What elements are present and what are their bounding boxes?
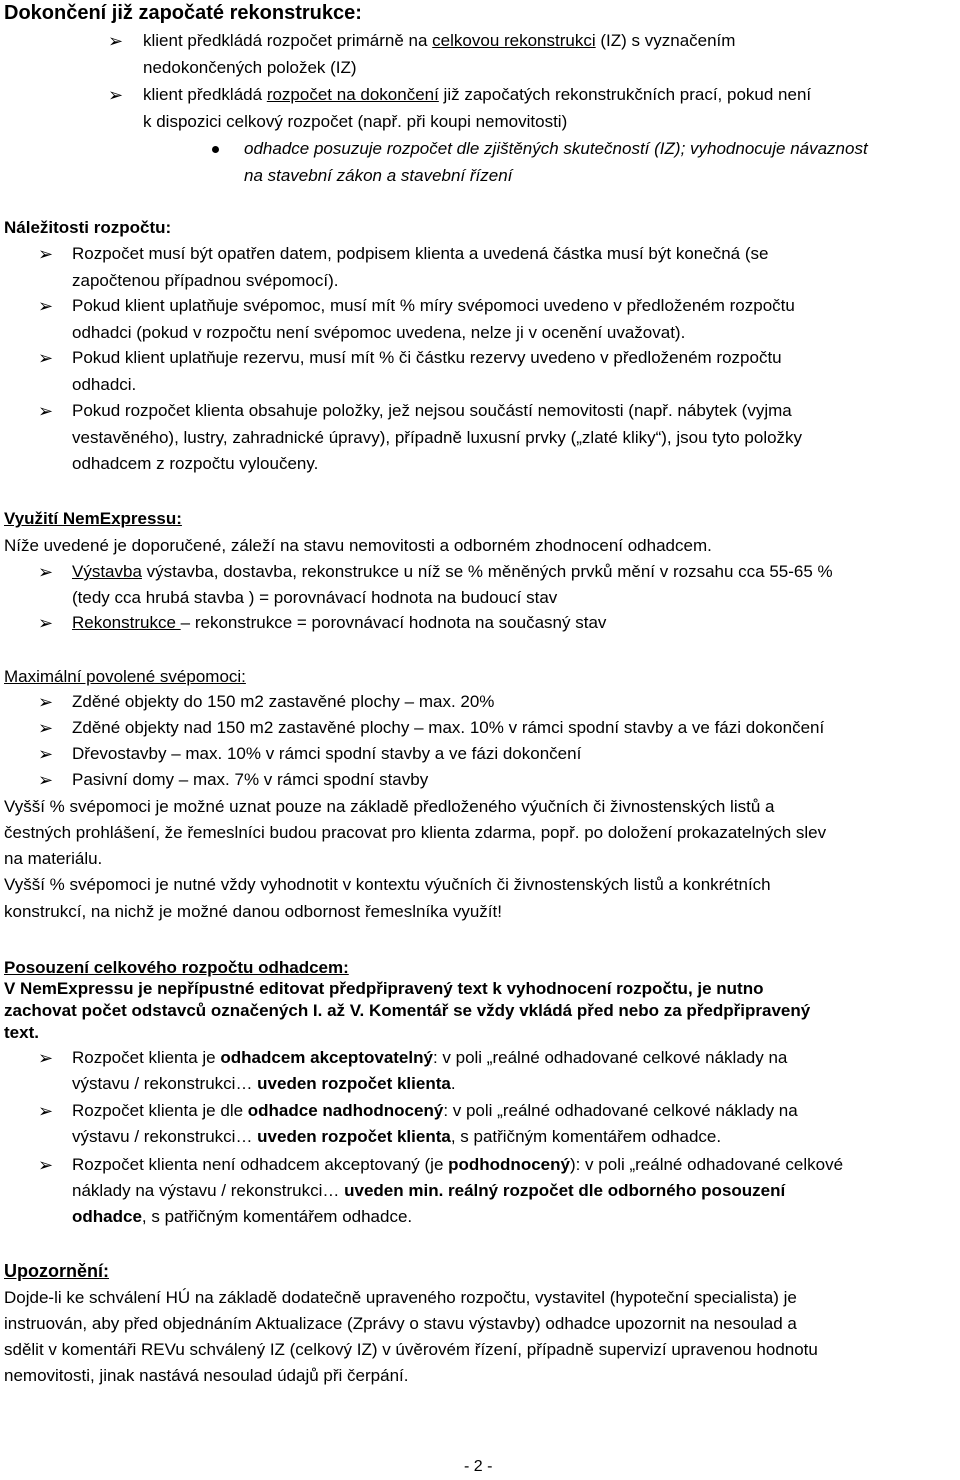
section-title-nalezitosti: Náležitosti rozpočtu:: [4, 218, 172, 237]
paragraph-line: odhadce posuzuje rozpočet dle zjištěných skutečností (IZ); vyhodnocuje návaznost: [244, 139, 868, 158]
paragraph-line: Níže uvedené je doporučené, záleží na stavu nemovitosti a odborném zhodnocení odhadcem.: [4, 536, 712, 555]
paragraph-line: klient předkládá rozpočet na dokončení již započatých rekonstrukčních prací, pokud není: [143, 85, 812, 104]
paragraph-line: zachovat počet odstavců označených I. až V. Komentář se vždy vkládá před nebo za předpřipravený: [4, 1001, 811, 1020]
section-title-svepomoci: Maximální povolené svépomoci:: [4, 667, 246, 686]
paragraph-line: nemovitosti, jinak nastává nesoulad údajů při čerpání.: [4, 1366, 409, 1385]
arrow-bullet-icon: ➢: [38, 718, 54, 738]
section-title-dokonceni: Dokončení již započaté rekonstrukce:: [4, 2, 362, 24]
page-number: - 2 -: [464, 1458, 493, 1475]
paragraph-line: výstavu / rekonstrukci… uveden rozpočet klienta, s patřičným komentářem odhadce.: [72, 1127, 722, 1146]
paragraph-line: klient předkládá rozpočet primárně na celkovou rekonstrukci (IZ) s vyznačením: [143, 31, 736, 50]
arrow-bullet-icon: ➢: [38, 692, 54, 712]
paragraph-line: Vyšší % svépomoci je možné uznat pouze na základě předloženého výučních či živnostenských listů a: [4, 797, 775, 816]
paragraph-line: Rozpočet klienta není odhadcem akceptovaný (je podhodnocený): v poli „reálné odhadované celkové: [72, 1155, 844, 1174]
paragraph-line: odhadci.: [72, 375, 137, 394]
arrow-bullet-icon: ➢: [38, 1048, 54, 1068]
list-item: Zděné objekty nad 150 m2 zastavěné plochy – max. 10% v rámci spodní stavby a ve fázi dokončení: [72, 718, 825, 737]
arrow-bullet-icon: ➢: [38, 296, 54, 316]
arrow-bullet-icon: ➢: [38, 562, 54, 582]
list-item: Zděné objekty do 150 m2 zastavěné plochy – max. 20%: [72, 692, 495, 711]
arrow-bullet-icon: ➢: [38, 613, 54, 633]
paragraph-line: Rekonstrukce – rekonstrukce = porovnávací hodnota na současný stav: [72, 613, 607, 632]
paragraph-line: V NemExpressu je nepřípustné editovat předpřipravený text k vyhodnocení rozpočtu, je nutno: [4, 979, 764, 998]
paragraph-line: k dispozici celkový rozpočet (např. při koupi nemovitosti): [143, 112, 568, 131]
paragraph-line: Pokud rozpočet klienta obsahuje položky, jež nejsou součástí nemovitosti (např. nábytek (vyjma: [72, 401, 792, 420]
section-title-vyuziti: Využití NemExpressu:: [4, 509, 182, 528]
paragraph-line: čestných prohlášení, že řemeslníci budou pracovat pro klienta zdarma, popř. po doložení prokazatelných slev: [4, 823, 827, 842]
paragraph-line: odhadci (pokud v rozpočtu není svépomoc uvedena, nelze ji v ocenění uvažovat).: [72, 323, 686, 342]
arrow-bullet-icon: ➢: [38, 401, 54, 421]
arrow-bullet-icon: ➢: [108, 85, 124, 105]
paragraph-line: na materiálu.: [4, 849, 103, 868]
list-item: Dřevostavby – max. 10% v rámci spodní stavby a ve fázi dokončení: [72, 744, 582, 763]
paragraph-line: Pokud klient uplatňuje svépomoc, musí mít % míry svépomoci uvedeno v předloženém rozpočtu: [72, 296, 795, 315]
arrow-bullet-icon: ➢: [108, 31, 124, 51]
paragraph-line: nedokončených položek (IZ): [143, 58, 357, 77]
paragraph-line: Dojde-li ke schválení HÚ na základě dodatečně upraveného rozpočtu, vystavitel (hypoteční specialista) je: [4, 1288, 797, 1307]
arrow-bullet-icon: ➢: [38, 244, 54, 264]
arrow-bullet-icon: ➢: [38, 1101, 54, 1121]
paragraph-line: text.: [4, 1023, 39, 1042]
paragraph-line: výstavu / rekonstrukci… uveden rozpočet klienta.: [72, 1074, 456, 1093]
arrow-bullet-icon: ➢: [38, 744, 54, 764]
paragraph-line: započtenou případnou svépomocí).: [72, 271, 339, 290]
paragraph-line: instruován, aby před objednáním Aktualizace (Zprávy o stavu výstavby) odhadce upozornit na nesoulad a: [4, 1314, 797, 1333]
paragraph-line: Vyšší % svépomoci je nutné vždy vyhodnotit v kontextu výučních či živnostenských listů a konkrétních: [4, 875, 771, 894]
paragraph-line: Výstavba výstavba, dostavba, rekonstrukce u níž se % měněných prvků mění v rozsahu cca 55-65 %: [72, 562, 833, 581]
arrow-bullet-icon: ➢: [38, 348, 54, 368]
paragraph-line: Rozpočet klienta je odhadcem akceptovatelný: v poli „reálné odhadované celkové náklady na: [72, 1048, 788, 1067]
arrow-bullet-icon: ➢: [38, 1155, 54, 1175]
paragraph-line: odhadcem z rozpočtu vyloučeny.: [72, 454, 319, 473]
paragraph-line: náklady na výstavu / rekonstrukci… uveden min. reálný rozpočet dle odborného posouzení: [72, 1181, 786, 1200]
list-item: Pasivní domy – max. 7% v rámci spodní stavby: [72, 770, 429, 789]
section-title-posouzeni: Posouzení celkového rozpočtu odhadcem:: [4, 958, 349, 977]
paragraph-line: odhadce, s patřičným komentářem odhadce.: [72, 1207, 413, 1226]
paragraph-line: Rozpočet musí být opatřen datem, podpisem klienta a uvedená částka musí být konečná (se: [72, 244, 769, 263]
paragraph-line: sdělit v komentáři REVu schválený IZ (celkový IZ) v úvěrovém řízení, případně supervizí upravenou hodnotu: [4, 1340, 818, 1359]
paragraph-line: konstrukcí, na nichž je možné danou odbornost řemeslníka využít!: [4, 902, 502, 921]
paragraph-line: vestavěného), lustry, zahradnické úpravy), případně luxusní prvky („zlaté kliky“), jsou tyto položky: [72, 428, 803, 447]
section-title-upozorneni: Upozornění:: [4, 1261, 109, 1281]
arrow-bullet-icon: ➢: [38, 770, 54, 790]
round-bullet-icon: [212, 146, 219, 153]
paragraph-line: (tedy cca hrubá stavba ) = porovnávací hodnota na budoucí stav: [72, 588, 558, 607]
paragraph-line: Pokud klient uplatňuje rezervu, musí mít % či částku rezervy uvedeno v předloženém rozpočtu: [72, 348, 782, 367]
paragraph-line: Rozpočet klienta je dle odhadce nadhodnocený: v poli „reálné odhadované celkové náklady na: [72, 1101, 798, 1120]
paragraph-line: na stavební zákon a stavební řízení: [244, 166, 513, 185]
